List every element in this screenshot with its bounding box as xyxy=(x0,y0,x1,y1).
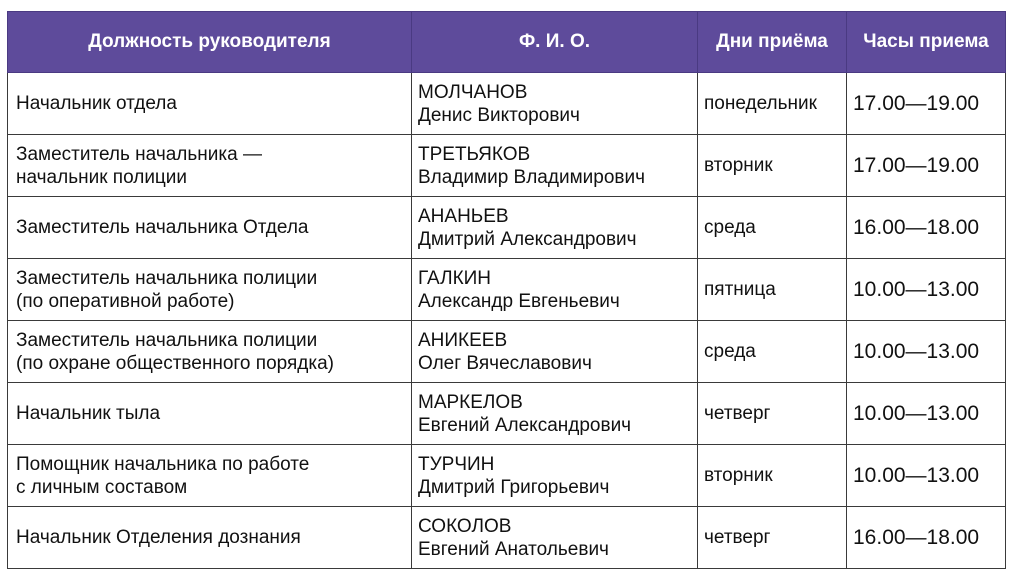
position-line: Начальник отдела xyxy=(16,93,177,114)
position-cell xyxy=(8,73,412,135)
surname: МОЛЧАНОВ xyxy=(418,81,528,103)
fio-cell xyxy=(412,73,698,135)
given-name: Дмитрий Григорьевич xyxy=(418,476,610,498)
day-cell: вторник xyxy=(698,135,847,197)
reception-schedule xyxy=(7,11,1005,569)
fio-cell xyxy=(412,445,698,507)
hours-cell: 17.00—19.00 xyxy=(847,73,1006,135)
hours-cell: 10.00—13.00 xyxy=(847,321,1006,383)
hours-cell: 16.00—18.00 xyxy=(847,197,1006,259)
fio-cell xyxy=(412,507,698,569)
position-line: Начальник Отделения дознания xyxy=(16,527,301,548)
position-line: с личным составом xyxy=(16,476,188,498)
day-cell: вторник xyxy=(698,445,847,507)
table-row xyxy=(8,383,1006,445)
table-header xyxy=(8,12,1006,73)
position-line: (по оперативной работе) xyxy=(16,290,235,312)
surname: АНАНЬЕВ xyxy=(418,205,509,227)
position-line: Заместитель начальника полиции xyxy=(16,267,318,289)
given-name: Александр Евгеньевич xyxy=(418,290,620,312)
fio-cell xyxy=(412,135,698,197)
table-row xyxy=(8,259,1006,321)
position-cell xyxy=(8,507,412,569)
surname: МАРКЕЛОВ xyxy=(418,391,523,413)
day-cell: среда xyxy=(698,197,847,259)
position-cell xyxy=(8,445,412,507)
position-cell xyxy=(8,135,412,197)
position-line: Заместитель начальника Отдела xyxy=(16,217,309,238)
position-line: Помощник начальника по работе xyxy=(16,453,310,475)
table-row xyxy=(8,321,1006,383)
table-row xyxy=(8,445,1006,507)
position-cell xyxy=(8,197,412,259)
given-name: Олег Вячеславович xyxy=(418,352,592,374)
surname: ГАЛКИН xyxy=(418,267,492,289)
day-cell: четверг xyxy=(698,383,847,445)
header-hours: Часы приема xyxy=(847,12,1006,73)
hours-cell: 10.00—13.00 xyxy=(847,259,1006,321)
hours-cell: 10.00—13.00 xyxy=(847,383,1006,445)
reception-schedule-table xyxy=(7,11,1006,569)
given-name: Дмитрий Александрович xyxy=(418,228,637,250)
table-row xyxy=(8,135,1006,197)
position-line: начальник полиции xyxy=(16,166,188,188)
day-cell: пятница xyxy=(698,259,847,321)
given-name: Денис Викторович xyxy=(418,104,580,126)
hours-cell: 10.00—13.00 xyxy=(847,445,1006,507)
day-cell: среда xyxy=(698,321,847,383)
position-cell xyxy=(8,259,412,321)
table-body xyxy=(8,73,1006,569)
surname: ТРЕТЬЯКОВ xyxy=(418,143,531,165)
position-cell xyxy=(8,321,412,383)
given-name: Владимир Владимирович xyxy=(418,166,645,188)
position-cell xyxy=(8,383,412,445)
header-row xyxy=(8,12,1006,73)
day-cell: понедельник xyxy=(698,73,847,135)
header-fio: Ф. И. О. xyxy=(412,12,698,73)
header-days: Дни приёма xyxy=(698,12,847,73)
position-line: Заместитель начальника полиции xyxy=(16,329,318,351)
table-row xyxy=(8,197,1006,259)
surname: АНИКЕЕВ xyxy=(418,329,508,351)
table-row xyxy=(8,73,1006,135)
hours-cell: 16.00—18.00 xyxy=(847,507,1006,569)
given-name: Евгений Анатольевич xyxy=(418,538,609,560)
surname: СОКОЛОВ xyxy=(418,515,512,537)
position-line: Начальник тыла xyxy=(16,403,161,424)
day-cell: четверг xyxy=(698,507,847,569)
fio-cell xyxy=(412,321,698,383)
position-line: Заместитель начальника — xyxy=(16,143,262,165)
fio-cell xyxy=(412,259,698,321)
given-name: Евгений Александрович xyxy=(418,414,632,436)
header-position: Должность руководителя xyxy=(8,12,412,73)
hours-cell: 17.00—19.00 xyxy=(847,135,1006,197)
fio-cell xyxy=(412,197,698,259)
table-row xyxy=(8,507,1006,569)
fio-cell xyxy=(412,383,698,445)
position-line: (по охране общественного порядка) xyxy=(16,352,334,374)
surname: ТУРЧИН xyxy=(418,453,495,475)
